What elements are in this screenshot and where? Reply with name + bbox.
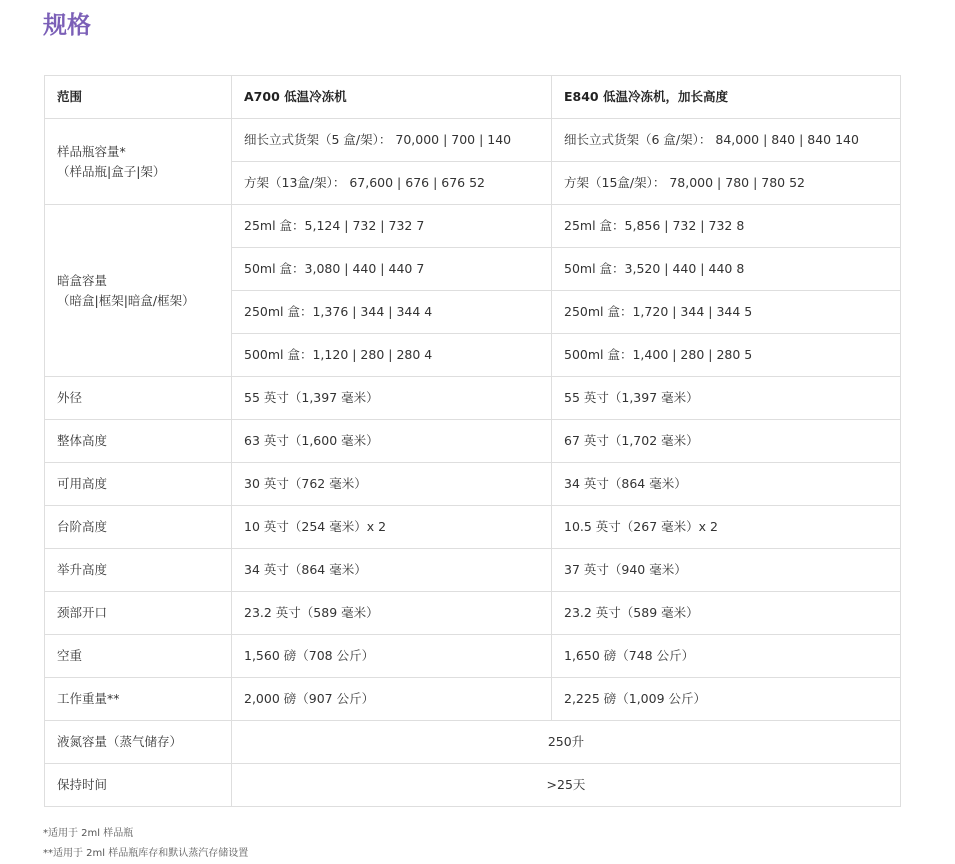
table-cell: 250ml 盒：1,720 | 344 | 344 5 <box>552 291 901 334</box>
table-cell: 34 英寸（864 毫米） <box>232 549 552 592</box>
table-row <box>45 463 901 506</box>
table-cell: 250ml 盒：1,376 | 344 | 344 4 <box>232 291 552 334</box>
table-cell: 55 英寸（1,397 毫米） <box>232 377 552 420</box>
table-row <box>45 635 901 678</box>
row-label: 整体高度 <box>45 420 232 463</box>
table-cell: 1,560 磅（708 公斤） <box>232 635 552 678</box>
table-cell: 23.2 英寸（589 毫米） <box>232 592 552 635</box>
table-cell: 50ml 盒：3,520 | 440 | 440 8 <box>552 248 901 291</box>
row-label: 外径 <box>45 377 232 420</box>
table-row <box>45 549 901 592</box>
table-cell: 细长立式货架（5 盒/架）： 70,000 | 700 | 140 <box>232 119 552 162</box>
table-cell: 2,225 磅（1,009 公斤） <box>552 678 901 721</box>
table-row <box>45 678 901 721</box>
table-row <box>45 506 901 549</box>
vial-capacity-label-line1: 样品瓶容量* <box>57 143 126 159</box>
table-header-row <box>45 76 901 119</box>
table-cell: 67 英寸（1,702 毫米） <box>552 420 901 463</box>
header-e840: E840 低温冷冻机，加长高度 <box>552 76 901 119</box>
table-row <box>45 592 901 635</box>
table-row <box>45 205 901 248</box>
spec-table <box>44 75 901 807</box>
box-capacity-label <box>45 205 232 377</box>
table-cell: 50ml 盒：3,080 | 440 | 440 7 <box>232 248 552 291</box>
row-label: 空重 <box>45 635 232 678</box>
header-a700: A700 低温冷冻机 <box>232 76 552 119</box>
table-cell: 37 英寸（940 毫米） <box>552 549 901 592</box>
header-range: 范围 <box>45 76 232 119</box>
table-cell: 25ml 盒：5,856 | 732 | 732 8 <box>552 205 901 248</box>
table-cell: 方架（13盒/架）： 67,600 | 676 | 676 52 <box>232 162 552 205</box>
table-cell: 方架（15盒/架）： 78,000 | 780 | 780 52 <box>552 162 901 205</box>
box-capacity-label-line2: （暗盒|框架|暗盒/框架） <box>57 292 195 308</box>
table-cell: 10 英寸（254 毫米）x 2 <box>232 506 552 549</box>
table-row <box>45 377 901 420</box>
table-cell: 25ml 盒：5,124 | 732 | 732 7 <box>232 205 552 248</box>
table-cell: 2,000 磅（907 公斤） <box>232 678 552 721</box>
footnote-2: **适用于 2ml 样品瓶库存和默认蒸汽存储设置 <box>43 848 249 859</box>
shared-cell: >25天 <box>232 764 901 807</box>
box-capacity-label-line1: 暗盒容量 <box>57 272 108 288</box>
table-row <box>45 721 901 764</box>
row-label: 保持时间 <box>45 764 232 807</box>
table-cell: 500ml 盒：1,400 | 280 | 280 5 <box>552 334 901 377</box>
table-cell: 500ml 盒：1,120 | 280 | 280 4 <box>232 334 552 377</box>
page-title: 规格 <box>43 11 91 39</box>
table-cell: 63 英寸（1,600 毫米） <box>232 420 552 463</box>
row-label: 台阶高度 <box>45 506 232 549</box>
table-cell: 23.2 英寸（589 毫米） <box>552 592 901 635</box>
table-cell: 55 英寸（1,397 毫米） <box>552 377 901 420</box>
footnote-1: *适用于 2ml 样品瓶 <box>43 828 134 839</box>
table-cell: 34 英寸（864 毫米） <box>552 463 901 506</box>
table-cell: 10.5 英寸（267 毫米）x 2 <box>552 506 901 549</box>
row-label: 举升高度 <box>45 549 232 592</box>
vial-capacity-label <box>45 119 232 205</box>
table-cell: 30 英寸（762 毫米） <box>232 463 552 506</box>
row-label: 工作重量** <box>45 678 232 721</box>
table-cell: 1,650 磅（748 公斤） <box>552 635 901 678</box>
row-label: 可用高度 <box>45 463 232 506</box>
table-cell: 细长立式货架（6 盒/架）： 84,000 | 840 | 840 140 <box>552 119 901 162</box>
row-label: 液氮容量（蒸气储存） <box>45 721 232 764</box>
table-row <box>45 764 901 807</box>
table-row <box>45 119 901 162</box>
row-label: 颈部开口 <box>45 592 232 635</box>
footnotes <box>43 824 248 864</box>
vial-capacity-label-line2: （样品瓶|盒子|架） <box>57 163 166 179</box>
table-row <box>45 420 901 463</box>
shared-cell: 250升 <box>232 721 901 764</box>
